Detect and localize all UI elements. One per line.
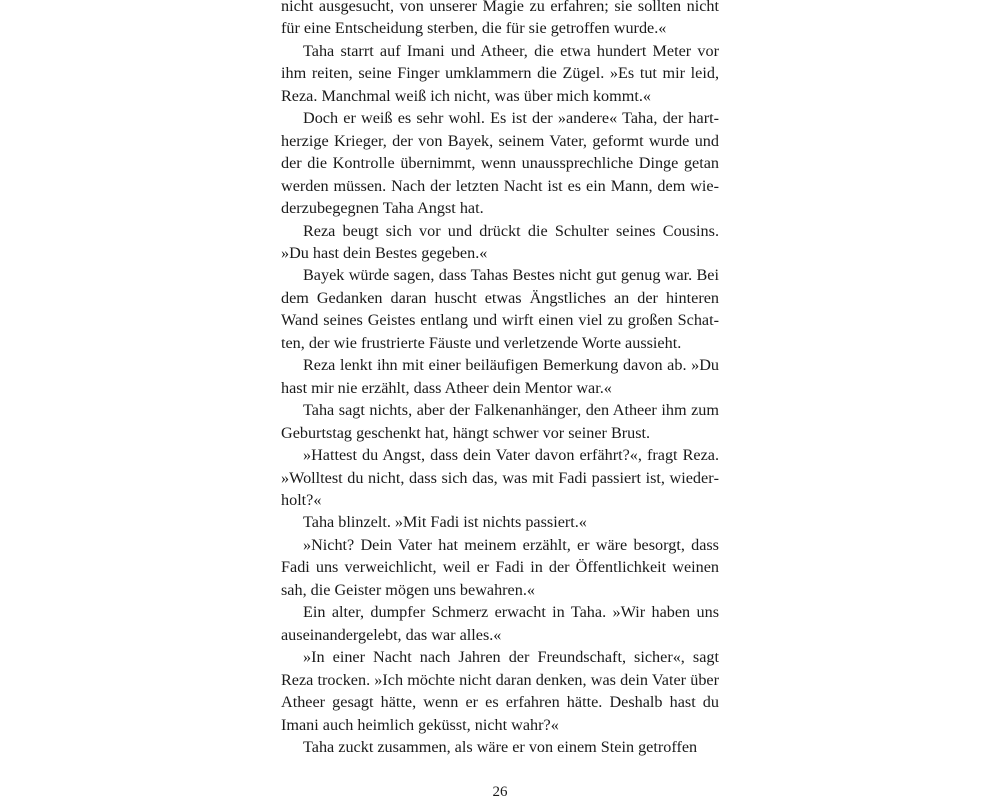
- paragraph: Taha starrt auf Imani und Atheer, die etwa hundert Meter vor ihm reiten, seine Finger umklammern die Zügel. »Es tut mir leid, Reza. Manchmal weiß ich nicht, was über mich kommt.«: [281, 41, 719, 105]
- paragraph: Taha sagt nichts, aber der Falkenanhänger, den Atheer ihm zum Geburtstag geschenkt hat, hängt schwer vor seiner Brust.: [281, 401, 719, 442]
- body-text: [281, 0, 719, 758]
- paragraph: Reza lenkt ihn mit einer beiläufigen Bemerkung davon ab. »Du hast mir nie erzählt, dass Atheer dein Mentor war.«: [281, 356, 719, 397]
- paragraph: Taha blinzelt. »Mit Fadi ist nichts passiert.«: [303, 513, 587, 532]
- paragraph: Ein alter, dumpfer Schmerz erwacht in Taha. »Wir haben uns auseinandergelebt, das war alles.«: [281, 603, 719, 644]
- paragraph: »Nicht? Dein Vater hat meinem erzählt, er wäre besorgt, dass Fadi uns verweichlicht, weil er Fadi in der Öffentlichkeit weinen sah, die Geister mögen uns bewahren.«: [281, 535, 719, 599]
- page-number: 26: [492, 784, 508, 800]
- paragraph: »Hattest du Angst, dass dein Vater davon erfährt?«, fragt Reza. »Wolltest du nicht, dass sich das, was mit Fadi passiert ist, wiederholt?«: [281, 446, 719, 509]
- paragraph: Doch er weiß es sehr wohl. Es ist der »andere« Taha, der hartherzige Krieger, der von Bayek, seinem Vater, geformt wurde und der die Kontrolle übernimmt, wenn unaussprechliche Dinge getan werden müssen. Nach der letzten Nacht ist es ein Mann, dem wiederzubegegnen Taha Angst hat.: [281, 109, 719, 218]
- paragraph: Reza beugt sich vor und drückt die Schulter seines Cousins. »Du hast dein Bestes gegeben.«: [281, 221, 719, 262]
- paragraph: nicht ausgesucht, von unserer Magie zu erfahren; sie sollten nicht für eine Entscheidung sterben, die für sie getroffen wurde.«: [281, 0, 719, 38]
- paragraph: Bayek würde sagen, dass Tahas Bestes nicht gut genug war. Bei dem Gedanken daran huscht etwas Ängstliches an der hinteren Wand seines Geistes entlang und wirft einen viel zu großen Schatten, der wie frustrierte Fäuste und verletzende Worte aussieht.: [281, 266, 719, 352]
- paragraph: »In einer Nacht nach Jahren der Freundschaft, sicher«, sagt Reza trocken. »Ich möchte nicht daran denken, was dein Vater über Atheer gesagt hätte, wenn er es erfahren hätte. Deshalb hast du Imani auch heimlich geküsst, nicht wahr?«: [281, 648, 719, 734]
- paragraph: Taha zuckt zusammen, als wäre er von einem Stein getroffen: [303, 737, 698, 756]
